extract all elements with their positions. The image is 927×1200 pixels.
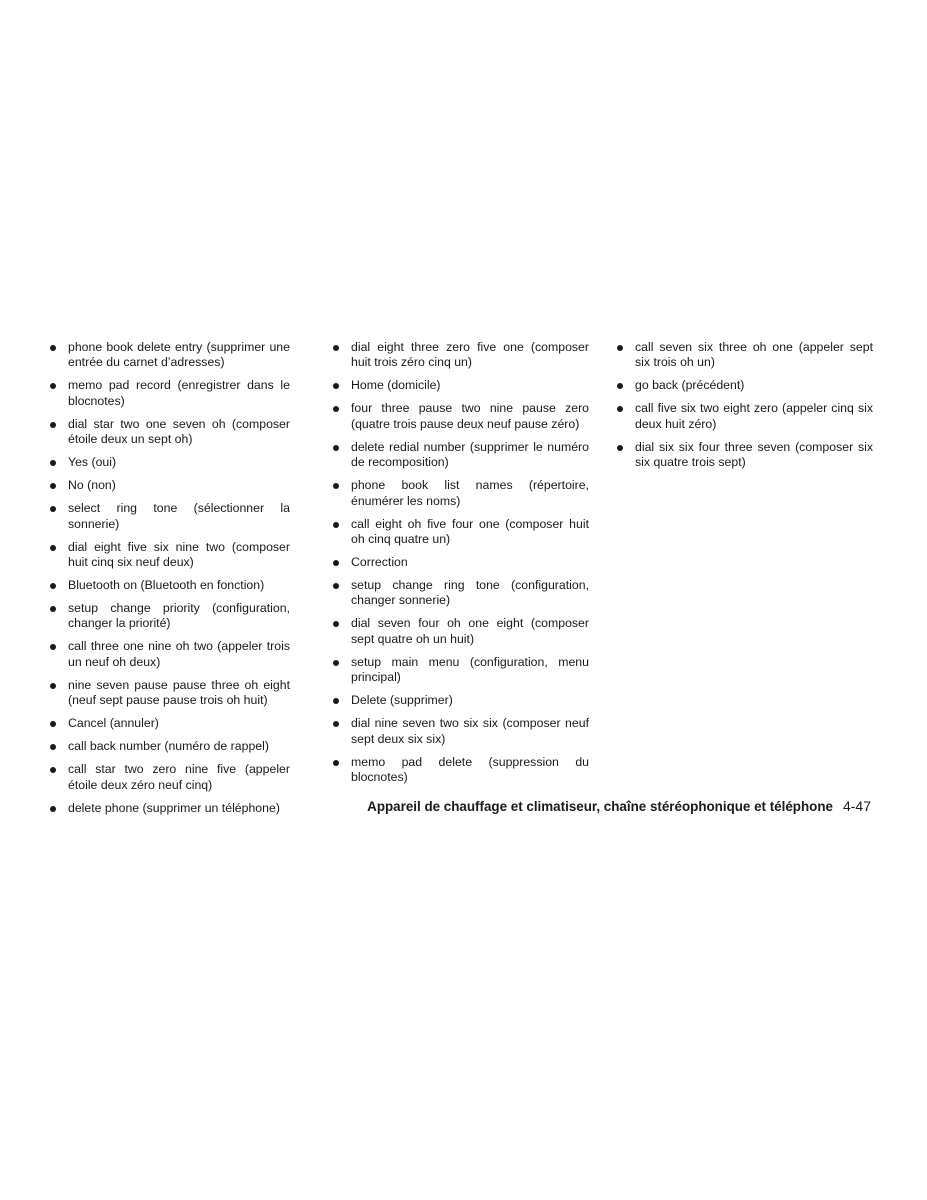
bullet-icon — [50, 345, 56, 351]
list-item-text: phone book delete entry (supprimer une entrée du carnet d’adresses) — [68, 340, 290, 370]
list-item — [617, 401, 873, 432]
list-item-text: dial eight three zero five one (composer huit trois zéro cinq un) — [351, 340, 589, 370]
list-item-text: Correction — [351, 555, 408, 570]
list-item-text: memo pad delete (suppression du blocnotes) — [351, 754, 589, 785]
list-item-text: Cancel (annuler) — [68, 716, 159, 731]
list-item — [333, 716, 589, 747]
page-number: 4-47 — [842, 798, 871, 814]
bullet-icon — [50, 545, 56, 551]
list-item — [50, 501, 290, 532]
list-item — [333, 755, 589, 786]
list-item-text: call back number (numéro de rappel) — [68, 739, 269, 754]
bullet-icon — [333, 345, 339, 351]
list-item — [50, 716, 290, 731]
list-item — [50, 739, 290, 754]
list-item-text: dial star two one seven oh (composer étoile deux un sept oh) — [68, 416, 290, 447]
bullet-icon — [50, 721, 56, 727]
bullet-icon — [617, 445, 623, 451]
list-item — [333, 655, 589, 686]
section-title: Appareil de chauffage et climatiseur, chaîne stéréophonique et téléphone — [367, 799, 833, 814]
list-item — [333, 440, 589, 471]
bullet-icon — [333, 760, 339, 766]
bullet-icon — [333, 660, 339, 666]
list-item — [333, 517, 589, 548]
list-item-text: delete redial number (supprimer le numéro de recomposition) — [351, 439, 589, 470]
bullet-icon — [333, 621, 339, 627]
list-item — [333, 616, 589, 647]
bullet-icon — [50, 483, 56, 489]
bullet-icon — [50, 460, 56, 466]
list-item-text: call seven six three oh one (appeler sept six trois oh un) — [635, 340, 873, 370]
right-column-list — [617, 340, 873, 478]
list-item — [50, 417, 290, 448]
bullet-icon — [50, 644, 56, 650]
list-item — [50, 478, 290, 493]
bullet-icon — [50, 744, 56, 750]
list-item — [50, 340, 290, 371]
list-item-text: phone book list names (répertoire, énumérer les noms) — [351, 478, 589, 508]
list-item-text: setup change ring tone (configuration, changer sonnerie) — [351, 578, 589, 608]
bullet-icon — [617, 345, 623, 351]
bullet-icon — [333, 583, 339, 589]
list-item-text: dial nine seven two six six (composer neuf sept deux six six) — [351, 716, 589, 746]
list-item — [333, 555, 589, 570]
bullet-icon — [333, 483, 339, 489]
list-item — [333, 578, 589, 609]
list-item-text: No (non) — [68, 478, 116, 493]
list-item — [333, 478, 589, 509]
list-item-text: setup main menu (configuration, menu principal) — [351, 654, 589, 685]
list-item — [50, 578, 290, 593]
bullet-icon — [50, 583, 56, 589]
list-item — [617, 378, 873, 393]
bullet-icon — [617, 406, 623, 412]
bullet-icon — [617, 383, 623, 389]
list-item-text: call five six two eight zero (appeler cinq six deux huit zéro) — [635, 401, 873, 431]
list-item-text: dial seven four oh one eight (composer sept quatre oh un huit) — [351, 616, 589, 646]
list-item-text: setup change priority (configuration, changer la priorité) — [68, 601, 290, 631]
list-item-text: nine seven pause pause three oh eight (neuf sept pause pause trois oh huit) — [68, 677, 290, 708]
bullet-icon — [333, 383, 339, 389]
list-item-text: Bluetooth on (Bluetooth en fonction) — [68, 578, 265, 593]
bullet-icon — [50, 683, 56, 689]
bullet-icon — [50, 606, 56, 612]
list-item — [333, 401, 589, 432]
middle-column-list — [333, 340, 589, 793]
list-item-text: Home (domicile) — [351, 378, 441, 393]
list-item — [50, 762, 290, 793]
list-item — [50, 540, 290, 571]
list-item — [50, 801, 290, 816]
list-item — [617, 340, 873, 371]
bullet-icon — [333, 445, 339, 451]
list-item — [50, 639, 290, 670]
list-item-text: select ring tone (sélectionner la sonnerie) — [68, 501, 290, 531]
list-item-text: dial eight five six nine two (composer huit cinq six neuf deux) — [68, 539, 290, 570]
bullet-icon — [333, 698, 339, 704]
bullet-icon — [333, 406, 339, 412]
list-item-text: dial six six four three seven (composer six six quatre trois sept) — [635, 439, 873, 470]
bullet-icon — [50, 422, 56, 428]
list-item — [617, 440, 873, 471]
left-column-list — [50, 340, 290, 824]
page-footer — [367, 798, 871, 814]
list-item — [50, 601, 290, 632]
list-item — [50, 455, 290, 470]
list-item-text: delete phone (supprimer un téléphone) — [68, 800, 280, 815]
list-item-text: four three pause two nine pause zero (quatre trois pause deux neuf pause zéro) — [351, 401, 589, 431]
bullet-icon — [50, 767, 56, 773]
list-item — [333, 340, 589, 371]
bullet-icon — [333, 721, 339, 727]
list-item-text: call star two zero nine five (appeler étoile deux zéro neuf cinq) — [68, 762, 290, 792]
list-item-text: memo pad record (enregistrer dans le blocnotes) — [68, 378, 290, 408]
bullet-icon — [333, 560, 339, 566]
list-item — [333, 378, 589, 393]
list-item-text: Yes (oui) — [68, 455, 117, 470]
list-item-text: go back (précédent) — [635, 378, 745, 393]
list-item — [50, 378, 290, 409]
bullet-icon — [50, 506, 56, 512]
list-item-text: call three one nine oh two (appeler trois un neuf oh deux) — [68, 639, 290, 669]
list-item — [50, 678, 290, 709]
list-item — [333, 693, 589, 708]
list-item-text: Delete (supprimer) — [351, 693, 453, 708]
bullet-icon — [50, 383, 56, 389]
list-item-text: call eight oh five four one (composer huit oh cinq quatre un) — [351, 516, 589, 547]
bullet-icon — [333, 522, 339, 528]
bullet-icon — [50, 806, 56, 812]
